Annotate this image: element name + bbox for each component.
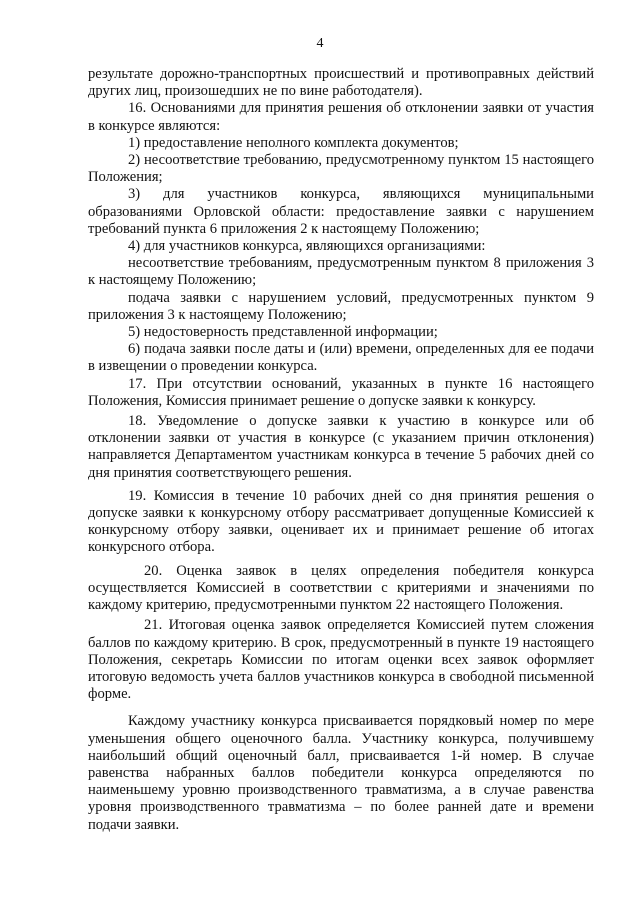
paragraph-subitem-6: 6) подача заявки после даты и (или) времени, определенных для ее подачи в извещении о проведении конкурса.: [88, 341, 594, 375]
paragraph-item-17: 17. При отсутствии оснований, указанных в пункте 16 настоящего Положения, Комиссия принимает решение о допуске заявки к конкурсу.: [88, 375, 594, 409]
page-number: 4: [316, 36, 324, 51]
paragraph-ranking: Каждому участнику конкурса присваивается порядковый номер по мере уменьшения общего оценочного балла. Участнику конкурса, получившему наибольший общий оценочный балл, присваивается 1-й номер. В случае равенства набранных баллов победители конкурса определяются по наименьшему уровню производственного травматизма, а в случае равенства уровня производственного травматизма – по более ранней дате и времени подачи заявки.: [88, 713, 594, 833]
document-body: [88, 66, 594, 834]
paragraph-continuation: результате дорожно-транспортных происшествий и противоправных действий других лиц, произошедших не по вине работодателя).: [88, 66, 594, 100]
paragraph-subitem-5: 5) недостоверность представленной информации;: [128, 324, 438, 341]
paragraph-subitem-4-nonconformity: несоответствие требованиям, предусмотренным пунктом 8 приложения 3 к настоящему Положению;: [88, 255, 594, 289]
paragraph-item-21: 21. Итоговая оценка заявок определяется Комиссией путем сложения баллов по каждому критерию. В срок, предусмотренный в пункте 19 настоящего Положения, секретарь Комиссии по итогам оценки всех заявок оформляет итоговую ведомость учета баллов участников конкурса в свободной письменной форме.: [88, 617, 594, 703]
paragraph-item-18: 18. Уведомление о допуске заявки к участию в конкурсе или об отклонении заявки от участия в конкурсе (с указанием причин отклонения) направляется Департаментом участникам конкурса в течение 5 рабочих дней со дня принятия соответствующего решения.: [88, 413, 594, 481]
paragraph-subitem-4: 4) для участников конкурса, являющихся организациями:: [128, 238, 486, 255]
paragraph-subitem-1: 1) предоставление неполного комплекта документов;: [128, 134, 459, 151]
paragraph-subitem-4-violation: подача заявки с нарушением условий, предусмотренных пунктом 9 приложения 3 к настоящему Положению;: [88, 289, 594, 323]
paragraph-item-20: 20. Оценка заявок в целях определения победителя конкурса осуществляется Комиссией в соответствии с критериями и значениями по каждому критерию, предусмотренными пунктом 22 настоящего Положения.: [88, 562, 594, 614]
paragraph-item-19: 19. Комиссия в течение 10 рабочих дней со дня принятия решения о допуске заявки к конкурсному отбору рассматривает допущенные Комиссией к конкурсному отбору заявки, оценивает их и принимает решение об итогах конкурсного отбора.: [88, 487, 594, 556]
paragraph-subitem-2: 2) несоответствие требованию, предусмотренному пунктом 15 настоящего Положения;: [88, 152, 594, 186]
paragraph-item-16: 16. Основаниями для принятия решения об отклонении заявки от участия в конкурсе являются:: [88, 100, 594, 134]
paragraph-subitem-3: 3) для участников конкурса, являющихся муниципальными образованиями Орловской области: предоставление заявки с нарушением требований пункта 6 приложения 2 к настоящему Положению;: [88, 186, 594, 237]
